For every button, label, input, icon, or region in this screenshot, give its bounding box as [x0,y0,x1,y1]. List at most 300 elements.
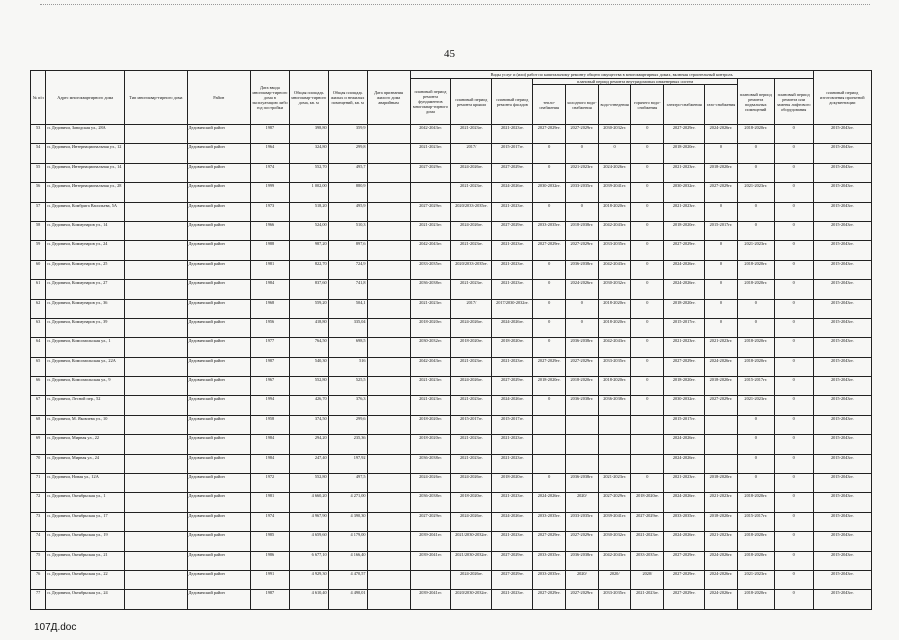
cell-design-docs: 2015-2043гг. [813,221,871,240]
cell-basement: 2021-2023гг. [737,570,774,589]
cell-house-type [125,163,187,182]
cell-gas: 2024-2026гг. [705,551,738,570]
cell-foundation: 2027-2029гг. [410,163,451,182]
cell-build-year: 1986 [250,551,289,570]
cell-address: п. Дедовичи, Коммунаров ул., 25 [46,260,125,279]
cell-build-year: 1984 [250,454,289,473]
cell-house-type [125,377,187,396]
cell-hot-water: 0 [631,202,664,221]
cell-row-number: 73 [31,512,46,531]
cell-hot-water: 2018-2020гг. [631,493,664,512]
cell-build-year: 1964 [250,144,289,163]
cell-district: Дедовичский район [187,299,250,318]
cell-address: п. Дедовичи, Октябрьская ул., 24 [46,590,125,609]
cell-district: Дедовичский район [187,493,250,512]
table-row [31,590,872,609]
cell-electricity: 2027-2029гг. [664,357,705,376]
cell-design-docs: 2015-2043гг. [813,260,871,279]
cell-sewer: 2042-2043гг. [598,221,631,240]
cell-hot-water: 0 [631,357,664,376]
scan-top-edge [40,4,870,5]
cell-foundation: 2021-2023гг. [410,144,451,163]
cell-roof: 2024-2026гг. [451,163,492,182]
cell-heat-supply: 0 [533,338,566,357]
cell-foundation: 2036-2038гг. [410,280,451,299]
col-design: плановый период изготовления проектной документации [813,71,871,125]
cell-house-type [125,299,187,318]
cell-sewer: 2018-2020гг. [598,318,631,337]
cell-roof: 2021/2030-2032гг. [451,532,492,551]
cell-address: п. Дедовичи, Коммунаров ул., 14 [46,221,125,240]
cell-elevator: 0 [774,299,813,318]
cell-total-area: 540,30 [289,357,328,376]
cell-cold-water: 2027-2029гг. [566,590,599,609]
cell-district: Дедовичский район [187,396,250,415]
cell-living-area: 495,9 [328,202,367,221]
cell-address: п. Дедовичи, Октябрьская ул., 21 [46,551,125,570]
cell-design-docs: 2015-2043гг. [813,338,871,357]
cell-roof: 2021-2023гг. [451,125,492,144]
cell-district: Дедовичский район [187,454,250,473]
cell-facade: 2021-2023гг. [492,435,533,454]
cell-sewer: 2042-2043гг. [598,551,631,570]
cell-elevator: 0 [774,590,813,609]
cell-row-number: 70 [31,454,46,473]
cell-facade: 2024-2026гг. [492,183,533,202]
cell-recog-date [367,260,410,279]
cell-address: п. Дедовичи, Коммунаров ул., 39 [46,318,125,337]
cell-row-number: 58 [31,221,46,240]
table-row [31,221,872,240]
cell-basement: 0 [737,454,774,473]
cell-gas [705,415,738,434]
cell-electricity: 2027-2029гг. [664,590,705,609]
cell-heat-supply: 2033-2035гг. [533,551,566,570]
cell-cold-water: 2036-2038гг. [566,551,599,570]
cell-design-docs: 2015-2043гг. [813,512,871,531]
cell-foundation: 2039-2041гг. [410,532,451,551]
cell-row-number: 57 [31,202,46,221]
cell-build-year: 1984 [250,280,289,299]
cell-basement: 0 [737,221,774,240]
cell-sewer: 2018-2020гг. [598,202,631,221]
cell-electricity: 2018-2020гг. [664,377,705,396]
cell-cold-water: 2036-2038гг. [566,338,599,357]
cell-roof: 2015-2017гг. [451,415,492,434]
cell-foundation: 2027-2029гг. [410,512,451,531]
cell-build-year: 1967 [250,377,289,396]
cell-sewer: 2042-2043гг. [598,260,631,279]
cell-elevator: 0 [774,221,813,240]
col-num: № п/п [31,71,46,125]
cell-living-area: 197,92 [328,454,367,473]
cell-electricity: 2027-2029гг. [664,570,705,589]
cell-cold-water: 2020/ [566,570,599,589]
cell-sewer: 2033-2035гг. [598,357,631,376]
cell-roof: 2021-2023гг. [451,396,492,415]
col-facade: плановый период ремонта фасадов [492,79,533,125]
cell-address: п. Дедовичи, Интернациональная ул., 28 [46,183,125,202]
cell-electricity: 2027-2029гг. [664,241,705,260]
cell-design-docs: 2015-2043гг. [813,183,871,202]
cell-sewer: 2036-2038гг. [598,396,631,415]
cell-elevator: 0 [774,144,813,163]
cell-design-docs: 2015-2043гг. [813,144,871,163]
cell-living-area: 4 470,57 [328,570,367,589]
cell-roof: 2021-2023гг. [451,183,492,202]
cell-basement: 2015-2017гг. [737,377,774,396]
cell-elevator: 0 [774,435,813,454]
cell-heat-supply: 2033-2035гг. [533,512,566,531]
cell-district: Дедовичский район [187,280,250,299]
cell-build-year: 1966 [250,221,289,240]
cell-row-number: 56 [31,183,46,202]
cell-facade: 2018-2020гг. [492,338,533,357]
table-row [31,280,872,299]
cell-basement: 2018-2020гг. [737,260,774,279]
cell-hot-water: 0 [631,144,664,163]
cell-row-number: 59 [31,241,46,260]
cell-recog-date [367,125,410,144]
page-number: 45 [444,48,455,60]
cell-elevator: 0 [774,396,813,415]
cell-design-docs: 2015-2043гг. [813,241,871,260]
cell-hot-water: 0 [631,396,664,415]
cell-total-area: 324,80 [289,144,328,163]
cell-row-number: 76 [31,570,46,589]
cell-basement: 2018-2020гг. [737,590,774,609]
cell-facade: 2021-2023гг. [492,454,533,473]
table-row [31,202,872,221]
cell-elevator: 0 [774,163,813,182]
cell-sewer [598,435,631,454]
cell-facade: 2027-2029гг. [492,377,533,396]
cell-living-area: 335,04 [328,318,367,337]
cell-elevator: 0 [774,512,813,531]
cell-district: Дедовичский район [187,415,250,434]
cell-basement: 2018-2020гг. [737,125,774,144]
cell-facade: 2027-2029гг. [492,570,533,589]
cell-hot-water: 0 [631,474,664,493]
cell-address: п. Дедовичи, Комбрига Васильева, 5А [46,202,125,221]
cell-heat-supply: 2027-2029гг. [533,532,566,551]
cell-address: п. Дедовичи, Новая ул., 12А [46,474,125,493]
cell-district: Дедовичский район [187,221,250,240]
cell-cold-water [566,454,599,473]
table-row [31,454,872,473]
table-row [31,338,872,357]
cell-address: п. Дедовичи, Октябрьская ул., 19 [46,532,125,551]
cell-design-docs: 2015-2043гг. [813,532,871,551]
cell-heat-supply: 0 [533,474,566,493]
cell-facade: 2017/2030-2032гг. [492,299,533,318]
cell-living-area: 698,5 [328,338,367,357]
cell-sewer: 2042-2043гг. [598,338,631,357]
cell-living-area: 741,8 [328,280,367,299]
cell-sewer: 2024-2026гг. [598,163,631,182]
cell-row-number: 68 [31,415,46,434]
cell-facade: 2021-2023гг. [492,260,533,279]
cell-total-area: 559,20 [289,299,328,318]
cell-basement: 0 [737,318,774,337]
cell-facade: 2021-2023гг. [492,590,533,609]
cell-build-year: 1972 [250,474,289,493]
cell-electricity: 2015-2017гг. [664,415,705,434]
cell-hot-water: 0 [631,280,664,299]
cell-house-type [125,435,187,454]
cell-foundation: 2021-2023гг. [410,221,451,240]
cell-heat-supply: 2024-2026гг. [533,493,566,512]
cell-living-area: 235,36 [328,435,367,454]
cell-roof: 2024-2026гг. [451,474,492,493]
cell-hot-water [631,435,664,454]
cell-row-number: 55 [31,163,46,182]
col-cold: холодного водо-снабжения [566,85,599,125]
cell-hot-water: 2027-2029гг. [631,512,664,531]
cell-roof: 2021-2023гг. [451,454,492,473]
cell-recog-date [367,163,410,182]
cell-sewer: 2018-2020гг. [598,299,631,318]
cell-heat-supply: 2030-2032гг. [533,183,566,202]
cell-cold-water: 2036-2038гг. [566,260,599,279]
cell-gas: 2021-2023гг. [705,532,738,551]
cell-district: Дедовичский район [187,338,250,357]
cell-electricity: 2021-2023гг. [664,474,705,493]
cell-cold-water: 2027-2029гг. [566,241,599,260]
cell-living-area: 516 [328,357,367,376]
cell-cold-water [566,435,599,454]
cell-cold-water: 0 [566,318,599,337]
cell-basement: 2015-2017гг. [737,512,774,531]
cell-foundation: 2024-2026гг. [410,474,451,493]
cell-hot-water: 2021-2023гг. [631,590,664,609]
cell-house-type [125,338,187,357]
cell-house-type [125,241,187,260]
cell-district: Дедовичский район [187,241,250,260]
cell-living-area: 4 166,40 [328,551,367,570]
cell-recog-date [367,570,410,589]
cell-heat-supply: 2033-2035гг. [533,221,566,240]
cell-hot-water: 2033-2035гг. [631,551,664,570]
cell-living-area: 4 490,01 [328,590,367,609]
cell-recog-date [367,474,410,493]
cell-heat-supply: 0 [533,299,566,318]
cell-facade: 2021-2023гг. [492,202,533,221]
cell-sewer: 2030-2032гг. [598,280,631,299]
cell-address: п. Дедовичи, Октябрьская ул., 17 [46,512,125,531]
cell-gas: 2024-2026гг. [705,125,738,144]
cell-house-type [125,454,187,473]
cell-house-type [125,512,187,531]
cell-electricity: 2024-2026гг. [664,435,705,454]
cell-gas: 0 [705,280,738,299]
cell-house-type [125,357,187,376]
cell-cold-water [566,415,599,434]
cell-design-docs: 2015-2043гг. [813,435,871,454]
cell-total-area: 1 002,00 [289,183,328,202]
col-type: Тип многоквар-тирного дома [125,71,187,125]
cell-roof: 2024-2026гг. [451,512,492,531]
cell-sewer: 2021-2023гг. [598,474,631,493]
cell-basement: 2018-2020гг. [737,357,774,376]
cell-house-type [125,532,187,551]
cell-foundation: 2018-2020гг. [410,318,451,337]
cell-address: п. Дедовичи, Октябрьская ул., 1 [46,493,125,512]
cell-total-area: 552,80 [289,377,328,396]
cell-address: п. Дедовичи, Заводская ул., 28А [46,125,125,144]
cell-electricity: 2021-2023гг. [664,163,705,182]
cell-roof: 2021/2030-2032гг. [451,551,492,570]
cell-living-area: 359,9 [328,125,367,144]
cell-foundation: 2033-2035гг. [410,260,451,279]
cell-gas [705,435,738,454]
cell-build-year: 1981 [250,260,289,279]
table-row [31,570,872,589]
cell-hot-water: 0 [631,241,664,260]
cell-elevator: 0 [774,241,813,260]
cell-basement: 0 [737,202,774,221]
cell-design-docs: 2015-2043гг. [813,474,871,493]
cell-foundation: 2021-2023гг. [410,396,451,415]
cell-gas: 2015-2017гг. [705,221,738,240]
cell-cold-water: 2024-2026гг. [566,280,599,299]
cell-address: п. Дедовичи, Интернациональная ул., 12 [46,144,125,163]
cell-basement: 0 [737,144,774,163]
cell-house-type [125,396,187,415]
cell-basement: 2018-2020гг. [737,338,774,357]
cell-electricity: 2024-2026гг. [664,454,705,473]
cell-basement: 2021-2023гг. [737,396,774,415]
cell-row-number: 71 [31,474,46,493]
cell-district: Дедовичский район [187,318,250,337]
cell-electricity: 2030-2032гг. [664,183,705,202]
cell-design-docs: 2015-2043гг. [813,551,871,570]
cell-total-area: 4 967,90 [289,512,328,531]
cell-foundation [410,570,451,589]
cell-sewer [598,415,631,434]
cell-hot-water: 0 [631,318,664,337]
col-systems-group: плановый период ремонта внутридомовых инженерных систем [533,79,738,85]
cell-district: Дедовичский район [187,512,250,531]
cell-recog-date [367,532,410,551]
cell-recog-date [367,435,410,454]
cell-design-docs: 2015-2043гг. [813,590,871,609]
col-basement: плановый период ремонта подвальных помещений [737,79,774,125]
cell-house-type [125,415,187,434]
cell-electricity: 2024-2026гг. [664,260,705,279]
cell-hot-water: 0 [631,299,664,318]
cell-house-type [125,221,187,240]
cell-hot-water [631,454,664,473]
cell-total-area: 4 659,60 [289,532,328,551]
cell-sewer: 2020/ [598,570,631,589]
cell-facade: 2027-2029гг. [492,551,533,570]
cell-living-area: 880,9 [328,183,367,202]
cell-basement: 0 [737,415,774,434]
cell-heat-supply: 2027-2029гг. [533,357,566,376]
cell-total-area: 294,20 [289,435,328,454]
cell-house-type [125,590,187,609]
cell-heat-supply: 0 [533,144,566,163]
cell-design-docs: 2015-2043гг. [813,202,871,221]
cell-build-year: 1991 [250,570,289,589]
cell-house-type [125,202,187,221]
cell-roof: 2020/2033-2035гг. [451,202,492,221]
cell-heat-supply: 0 [533,280,566,299]
cell-heat-supply: 0 [533,396,566,415]
cell-design-docs: 2015-2043гг. [813,280,871,299]
cell-elevator: 0 [774,183,813,202]
cell-build-year: 1988 [250,241,289,260]
cell-roof: 2021-2023гг. [451,435,492,454]
cell-living-area: 4 179,00 [328,532,367,551]
cell-electricity: 2018-2020гг. [664,221,705,240]
col-elec: электро-снабжения [664,85,705,125]
cell-recog-date [367,396,410,415]
col-hot: горячего водо-снабжения [631,85,664,125]
file-name: 107Д.doc [34,622,77,633]
cell-gas: 2018-2020гг. [705,512,738,531]
cell-gas: 2018-2020гг. [705,377,738,396]
cell-row-number: 75 [31,551,46,570]
cell-living-area: 504,1 [328,299,367,318]
cell-row-number: 74 [31,532,46,551]
cell-row-number: 60 [31,260,46,279]
cell-elevator: 0 [774,454,813,473]
col-living-area: Общая площадь жилых и нежилых помещений, кв. м [328,71,367,125]
cell-build-year: 1974 [250,512,289,531]
col-district: Район [187,71,250,125]
cell-foundation: 2018-2020гг. [410,435,451,454]
cell-sewer: 2027-2029гг. [598,493,631,512]
cell-foundation [410,183,451,202]
cell-foundation: 2018-2020гг. [410,415,451,434]
cell-heat-supply: 2027-2029гг. [533,590,566,609]
cell-build-year: 1994 [250,396,289,415]
cell-design-docs: 2015-2043гг. [813,570,871,589]
cell-gas: 2024-2026гг. [705,357,738,376]
cell-foundation: 2042-2043гг. [410,125,451,144]
cell-foundation: 2036-2038гг. [410,454,451,473]
cell-cold-water: 2033-2035гг. [566,512,599,531]
cell-electricity: 2027-2029гг. [664,551,705,570]
cell-row-number: 65 [31,357,46,376]
cell-house-type [125,183,187,202]
cell-district: Дедовичский район [187,183,250,202]
table-row [31,299,872,318]
cell-district: Дедовичский район [187,125,250,144]
cell-electricity: 2027-2029гг. [664,125,705,144]
cell-elevator: 0 [774,280,813,299]
cell-total-area: 524,00 [289,221,328,240]
cell-build-year: 1977 [250,338,289,357]
col-roof: плановый период ремонта крыши [451,79,492,125]
cell-gas: 0 [705,202,738,221]
cell-foundation: 2042-2043гг. [410,241,451,260]
cell-gas: 2024-2026гг. [705,570,738,589]
cell-build-year: 1985 [250,532,289,551]
cell-total-area: 4 929,30 [289,570,328,589]
cell-heat-supply: 0 [533,318,566,337]
cell-recog-date [367,551,410,570]
cell-recog-date [367,512,410,531]
cell-roof: 2024-2026гг. [451,221,492,240]
cell-recog-date [367,377,410,396]
cell-sewer: 2030-2032гг. [598,125,631,144]
cell-row-number: 61 [31,280,46,299]
cell-hot-water: 0 [631,221,664,240]
cell-build-year: 1968 [250,299,289,318]
